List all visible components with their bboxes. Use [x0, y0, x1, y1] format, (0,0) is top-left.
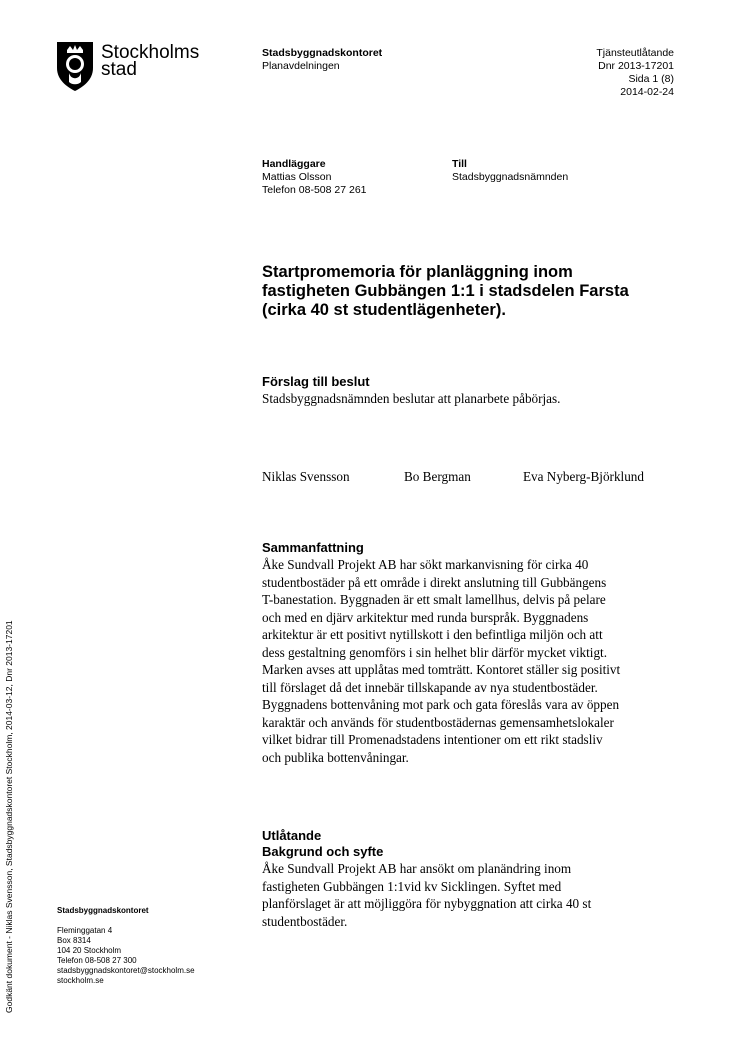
sammanfattning-line: dess gestaltning genomförs i sin helhet blir därför mycket viktigt.	[262, 644, 608, 660]
header-sender	[262, 47, 382, 73]
footer-contact	[57, 906, 195, 986]
sammanfattning-line: och med en djärv arkitektur med runda burspråk. Byggnadens	[262, 609, 589, 625]
handlaggare-block	[262, 158, 367, 197]
header-dnr: Dnr 2013-17201	[598, 60, 674, 72]
sammanfattning-line: och publika bottenvåningar.	[262, 749, 409, 765]
sammanfattning-line: T-banestation. Byggnaden är ett smalt lamellhus, delvis på pelare	[262, 592, 606, 607]
footer-postal: 104 20 Stockholm	[57, 946, 122, 955]
logo-line-1: Stockholms	[101, 42, 200, 63]
till-recipient: Stadsbyggnadsnämnden	[452, 171, 569, 183]
sammanfattning-line: till förslaget då det innebär tillskapande av nya studentbostäder.	[262, 679, 598, 695]
title-line-2: fastigheten Gubbängen 1:1 i stadsdelen Farsta	[262, 282, 629, 300]
header-dept: Planavdelningen	[262, 60, 340, 72]
stockholms-stad-logo	[55, 40, 205, 92]
sammanfattning-line: vilket bidrar till Promenadstadens intentioner om ett rikt stadsliv	[262, 732, 603, 747]
header-org: Stadsbyggnadskontoret	[262, 47, 383, 59]
city-crest-icon	[55, 40, 95, 92]
signer-1: Niklas Svensson	[262, 469, 350, 484]
handlaggare-phone: Telefon 08-508 27 261	[262, 184, 367, 196]
footer-box: Box 8314	[57, 936, 91, 945]
logo-line-2: stad	[101, 59, 137, 80]
footer-email[interactable]: stadsbyggnadskontoret@stockholm.se	[57, 966, 195, 975]
till-block	[452, 158, 568, 184]
signer-3: Eva Nyberg-Björklund	[523, 469, 644, 484]
title-line-1: Startpromemoria för planläggning inom	[262, 263, 573, 281]
sammanfattning-line: arkitektur är ett positivt nytillskott i den befintliga miljön och att	[262, 627, 603, 642]
forslag-heading: Förslag till beslut	[262, 374, 370, 389]
sammanfattning-body	[262, 556, 712, 766]
document-title	[262, 263, 702, 320]
forslag-section	[262, 374, 702, 408]
header-page: Sida 1 (8)	[628, 73, 674, 85]
logo-text	[101, 44, 199, 78]
utlatande-subheading: Bakgrund och syfte	[262, 844, 384, 859]
till-label: Till	[452, 158, 467, 170]
sammanfattning-line: Byggnadens bottenvåning mot park och gata föreslås vara av öppen	[262, 697, 620, 712]
title-line-3: (cirka 40 st studentlägenheter).	[262, 301, 506, 319]
sammanfattning-line: Marken avses att upplåtas med tomträtt. Kontoret ställer sig positivt	[262, 662, 621, 677]
forslag-text: Stadsbyggnadsnämnden beslutar att planarbete påbörjas.	[262, 391, 561, 406]
signer-2: Bo Bergman	[404, 469, 471, 484]
utlatande-heading: Utlåtande	[262, 828, 322, 843]
footer-web[interactable]: stockholm.se	[57, 976, 104, 985]
utlatande-section	[262, 828, 712, 930]
sammanfattning-line: studentbostäder på ett område i direkt anslutning till Gubbängens	[262, 574, 607, 590]
approval-stamp: Godkänt dokument - Niklas Svensson, Stadsbyggnadskontoret Stockholm, 2014-03-12, Dnr 2013-17201	[4, 620, 14, 1013]
sammanfattning-line: karaktär och används för studentbostädernas gemensamhetslokaler	[262, 714, 614, 730]
utlatande-line: planförslaget är att möjliggöra för nybyggnation att cirka 40 st	[262, 896, 592, 911]
utlatande-line: fastigheten Gubbängen 1:1vid kv Sicklingen. Syftet med	[262, 878, 562, 894]
footer-org: Stadsbyggnadskontoret	[57, 906, 149, 915]
header-meta	[596, 47, 674, 99]
sammanfattning-line: Åke Sundvall Projekt AB har sökt markanvisning för cirka 40	[262, 557, 589, 572]
utlatande-line: Åke Sundvall Projekt AB har ansökt om planändring inom	[262, 861, 572, 876]
header-date: 2014-02-24	[620, 86, 674, 98]
header-doc-type: Tjänsteutlåtande	[596, 47, 674, 59]
utlatande-line: studentbostäder.	[262, 913, 348, 929]
footer-phone: Telefon 08-508 27 300	[57, 956, 137, 965]
handlaggare-label: Handläggare	[262, 158, 326, 170]
utlatande-body	[262, 860, 712, 930]
handlaggare-name: Mattias Olsson	[262, 171, 332, 183]
footer-address: Fleminggatan 4	[57, 926, 113, 935]
sammanfattning-section	[262, 540, 712, 766]
sammanfattning-heading: Sammanfattning	[262, 540, 364, 555]
